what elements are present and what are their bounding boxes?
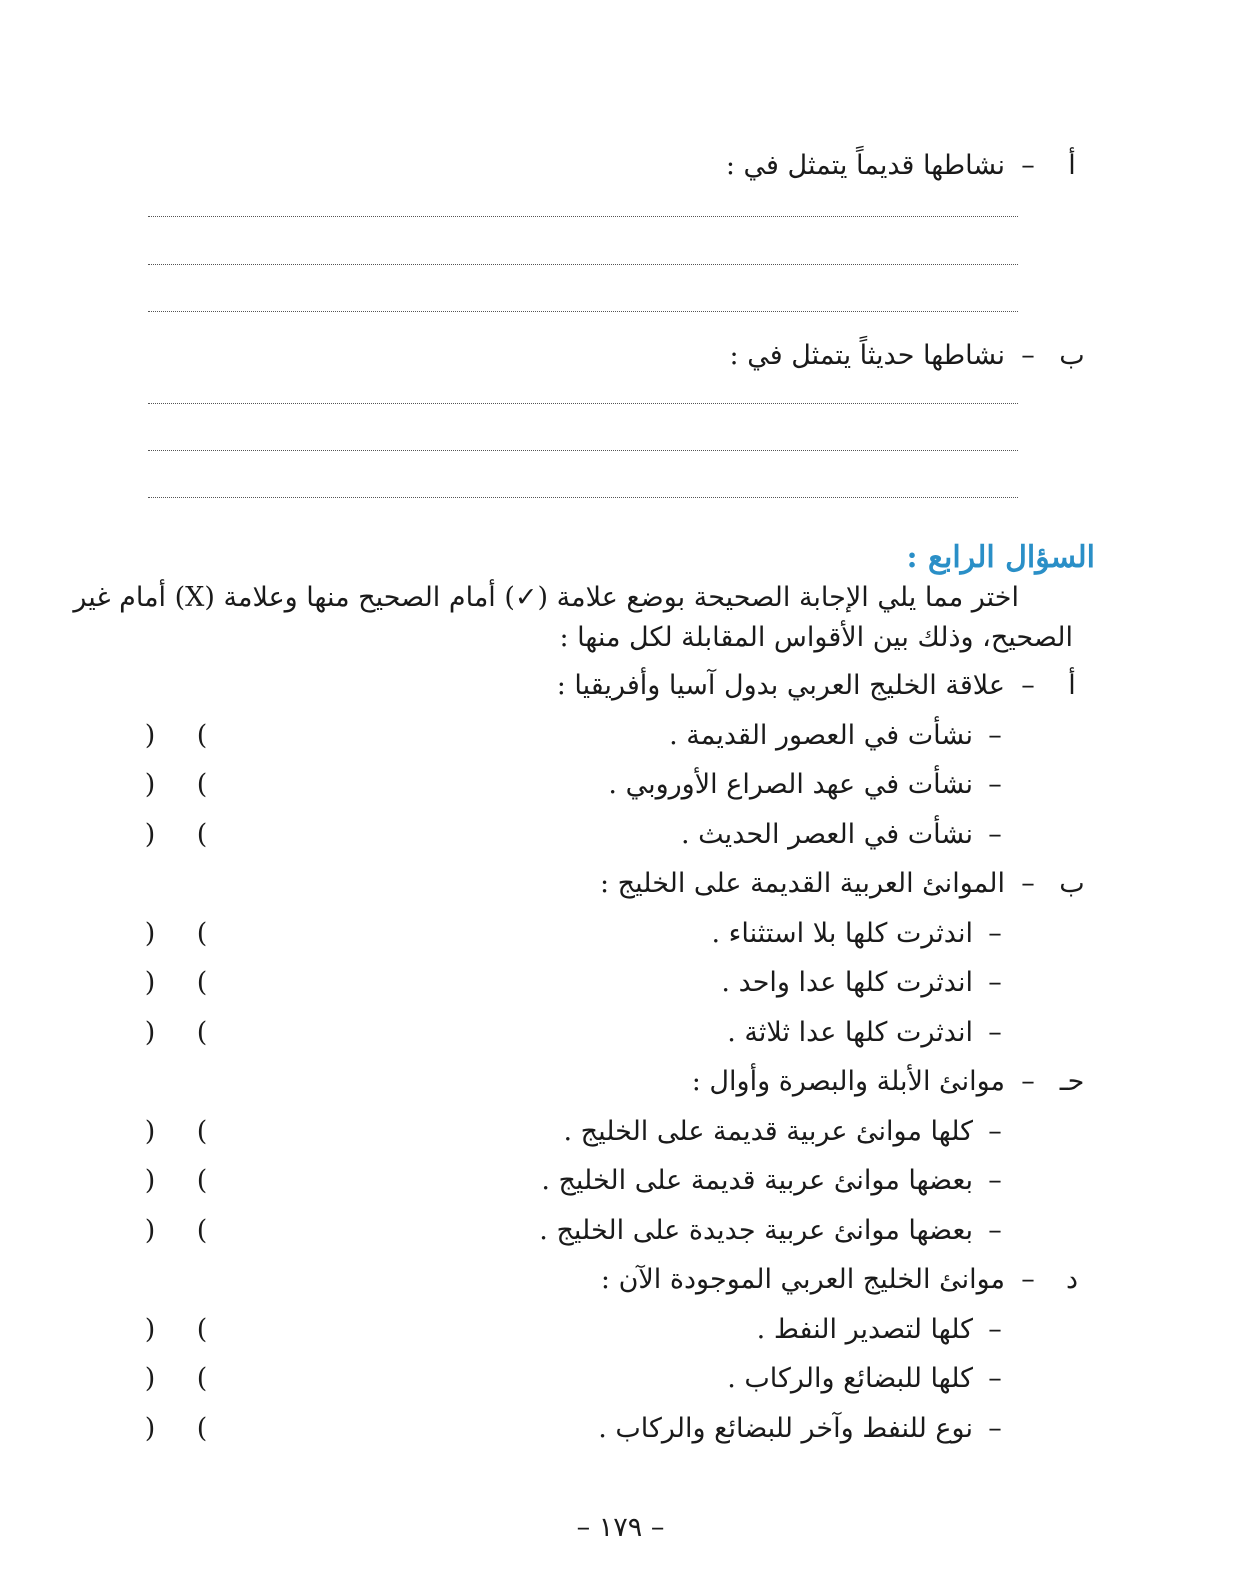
option-text: بعضها موانئ عربية قديمة على الخليج . (541, 1165, 973, 1196)
group-dash: – (1021, 670, 1035, 701)
group-title: علاقة الخليج العربي بدول آسيا وأفريقيا : (556, 670, 1005, 701)
option-text: اندثرت كلها بلا استثناء . (711, 917, 973, 949)
group-letter: أ (1068, 670, 1076, 701)
part-a-dash: – (1021, 150, 1035, 181)
option-dash: – (988, 967, 1002, 998)
paren-open: ( (144, 1412, 156, 1444)
group-dash: – (1021, 868, 1035, 899)
paren-close: ) (196, 719, 208, 751)
paren-close: ) (196, 1363, 208, 1394)
option-text: بعضها موانئ عربية جديدة على الخليج . (539, 1214, 973, 1246)
option-text: نشأت في عهد الصراع الأوروبي . (608, 769, 973, 800)
group-letter: حـ (1059, 1066, 1085, 1097)
paren-close: ) (196, 769, 208, 800)
option-text: اندثرت كلها عدا ثلاثة . (727, 1016, 973, 1048)
group-letter: د (1065, 1264, 1079, 1295)
page-number: – ١٧٩ – (576, 1512, 665, 1543)
answer-parentheses[interactable] (140, 916, 220, 952)
option-dash: – (988, 1165, 1002, 1196)
paren-open: ( (144, 1016, 156, 1048)
answer-parentheses[interactable] (140, 1015, 220, 1051)
paren-open: ( (144, 769, 156, 800)
answer-parentheses[interactable] (140, 817, 220, 853)
option-dash: – (988, 1363, 1002, 1394)
paren-open: ( (144, 917, 156, 949)
paren-open: ( (144, 1115, 156, 1147)
answer-parentheses[interactable] (140, 1114, 220, 1150)
answer-line[interactable] (148, 311, 1018, 312)
paren-open: ( (144, 719, 156, 751)
option-dash: – (988, 818, 1002, 850)
option-dash: – (988, 1313, 1002, 1345)
part-b-letter: ب (1059, 340, 1085, 371)
group-title: موانئ الخليج العربي الموجودة الآن : (600, 1264, 1005, 1295)
paren-close: ) (196, 1165, 208, 1196)
group-title: موانئ الأبلة والبصرة وأوال : (691, 1066, 1005, 1097)
option-text: كلها لتصدير النفط . (756, 1313, 973, 1345)
option-dash: – (988, 719, 1002, 751)
paren-close: ) (196, 1115, 208, 1147)
option-dash: – (988, 769, 1002, 800)
paren-close: ) (196, 1313, 208, 1345)
paren-close: ) (196, 1016, 208, 1048)
answer-line[interactable] (148, 403, 1018, 404)
option-text: نوع للنفط وآخر للبضائع والركاب . (598, 1412, 973, 1444)
question-four-heading: السؤال الرابع : (906, 540, 1095, 575)
group-dash: – (1021, 1264, 1035, 1295)
answer-parentheses[interactable] (140, 1411, 220, 1447)
option-text: نشأت في العصر الحديث . (681, 818, 973, 850)
option-dash: – (988, 1412, 1002, 1444)
option-dash: – (988, 1016, 1002, 1048)
group-dash: – (1021, 1066, 1035, 1097)
paren-close: ) (196, 917, 208, 949)
answer-line[interactable] (148, 216, 1018, 217)
part-b-text: نشاطها حديثاً يتمثل في : (729, 340, 1005, 371)
answer-parentheses[interactable] (140, 1361, 220, 1397)
part-b-dash: – (1021, 340, 1035, 371)
instruction-line-2: الصحيح، وذلك بين الأقواس المقابلة لكل منها : (559, 622, 1073, 653)
paren-close: ) (196, 967, 208, 998)
part-a-text: نشاطها قديماً يتمثل في : (725, 150, 1005, 181)
group-letter: ب (1059, 868, 1085, 899)
answer-parentheses[interactable] (140, 718, 220, 754)
paren-open: ( (144, 1313, 156, 1345)
answer-parentheses[interactable] (140, 767, 220, 803)
instruction-line-1: اختر مما يلي الإجابة الصحيحة بوضع علامة (✓) أمام الصحيح منها وعلامة (X) أمام غير (73, 582, 1019, 613)
option-dash: – (988, 1115, 1002, 1147)
paren-open: ( (144, 818, 156, 850)
answer-parentheses[interactable] (140, 965, 220, 1001)
option-dash: – (988, 917, 1002, 949)
option-text: اندثرت كلها عدا واحد . (721, 967, 973, 998)
answer-line[interactable] (148, 450, 1018, 451)
paren-close: ) (196, 1412, 208, 1444)
paren-open: ( (144, 1214, 156, 1246)
part-a-letter: أ (1068, 150, 1076, 181)
option-text: كلها موانئ عربية قديمة على الخليج . (563, 1115, 973, 1147)
group-title: الموانئ العربية القديمة على الخليج : (600, 868, 1005, 899)
option-text: كلها للبضائع والركاب . (727, 1363, 973, 1394)
paren-open: ( (144, 967, 156, 998)
answer-parentheses[interactable] (140, 1163, 220, 1199)
answer-line[interactable] (148, 264, 1018, 265)
option-text: نشأت في العصور القديمة . (669, 719, 973, 751)
paren-open: ( (144, 1165, 156, 1196)
answer-parentheses[interactable] (140, 1312, 220, 1348)
paren-close: ) (196, 818, 208, 850)
answer-line[interactable] (148, 497, 1018, 498)
answer-parentheses[interactable] (140, 1213, 220, 1249)
paren-open: ( (144, 1363, 156, 1394)
option-dash: – (988, 1214, 1002, 1246)
paren-close: ) (196, 1214, 208, 1246)
